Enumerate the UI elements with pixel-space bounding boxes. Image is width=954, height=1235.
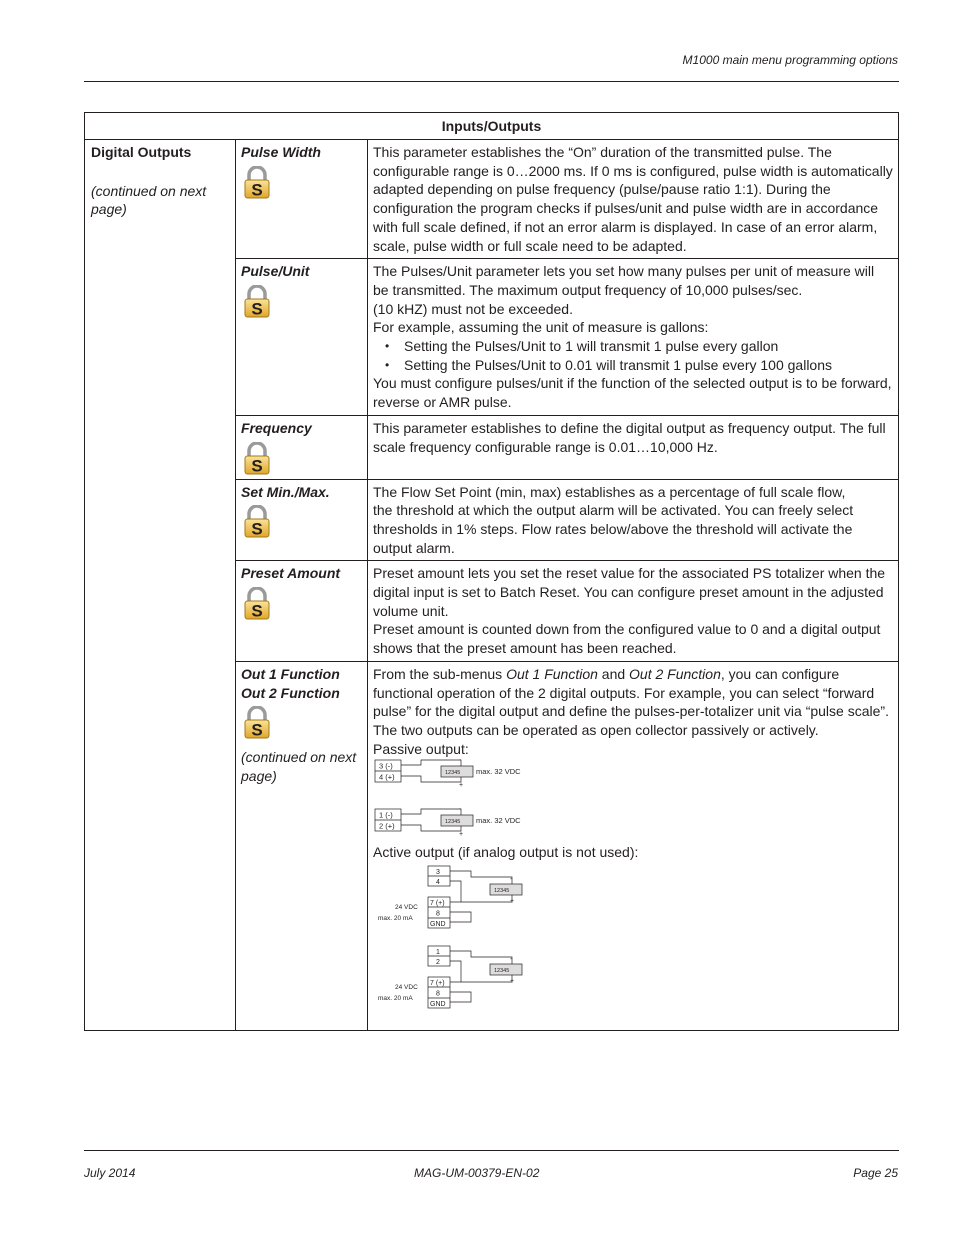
current-label: max. 20 mA [378, 915, 413, 923]
plus-sign: + [459, 782, 464, 790]
header-rule [84, 81, 899, 82]
lock-letter: S [251, 456, 263, 475]
minus-sign: - [459, 758, 462, 765]
terminal-label: 1 (-) [379, 810, 393, 820]
desc-preset-amount [368, 561, 899, 662]
minus-sign: - [510, 956, 513, 964]
desc-pulse-unit [368, 259, 899, 416]
minus-sign: - [459, 806, 462, 814]
lock-letter: S [251, 601, 263, 621]
desc-out-function [368, 661, 899, 1030]
terminal-label: 8 [436, 910, 440, 918]
param-out2-function: Out 2 Function [241, 684, 340, 701]
param-out1-function: Out 1 Function [241, 665, 340, 682]
desc-paragraph: For example, assuming the unit of measure is gallons: [373, 319, 709, 336]
terminal-label: 3 [436, 869, 440, 877]
param-cell [236, 561, 368, 662]
terminal-label: 7 (+) [430, 900, 445, 908]
footer-date: July 2014 [84, 1166, 136, 1180]
security-lock-icon [244, 442, 270, 475]
bullet-list [373, 337, 893, 374]
param-cell [236, 140, 368, 259]
desc-paragraph: From the sub-menus Out 1 Function and Out 2 Function, you can configure functional operation of the 2 digital outputs. For example, you can select “forward pulse” for the digital output and define the pulses-per-totalizer unit via “pulse scale”. [373, 665, 889, 720]
param-cell [236, 661, 368, 1030]
terminal-label: 8 [436, 990, 440, 998]
group-continued-note: (continued on next page) [91, 182, 207, 218]
security-lock-icon [244, 285, 270, 318]
terminal-label: 7 (+) [430, 980, 445, 988]
inputs-outputs-table [84, 112, 899, 1031]
param-continued-note: (continued on next page) [241, 749, 357, 784]
terminal-label: 3 (-) [379, 761, 393, 771]
passive-output-diagram [373, 758, 573, 843]
group-cell [85, 140, 236, 1031]
counter-display: 12345 [494, 888, 510, 895]
voltage-label: max. 32 VDC [476, 816, 521, 826]
param-pulse-width: Pulse Width [241, 144, 321, 160]
terminal-label: 4 (+) [379, 772, 395, 782]
passive-output-label: Passive output: [373, 740, 469, 757]
footer-doc-number: MAG-UM-00379-EN-02 [414, 1166, 540, 1180]
current-label: max. 20 mA [378, 995, 413, 1003]
security-lock-icon [244, 166, 270, 199]
terminal-label: 4 [436, 879, 440, 887]
list-item: • Setting the Pulses/Unit to 0.01 will transmit 1 pulse every 100 gallons [404, 356, 893, 375]
param-frequency: Frequency [241, 419, 312, 436]
counter-display: 12345 [494, 968, 510, 975]
active-output-label: Active output (if analog output is not used): [373, 844, 639, 861]
desc-paragraph: You must configure pulses/unit if the function of the selected output is to be forward, reverse or AMR pulse. [373, 375, 892, 411]
desc-paragraph: The Flow Set Point (min, max) establishes as a percentage of full scale flow, [373, 483, 846, 500]
group-label: Digital Outputs [91, 144, 192, 160]
desc-paragraph: the threshold at which the output alarm will be activated. You can freely select thresholds in 1% steps. Flow rates below/above the threshold will activate the output alarm. [373, 502, 854, 556]
voltage-label: 24 VDC [395, 904, 418, 912]
list-item: • Setting the Pulses/Unit to 1 will transmit 1 pulse every gallon [404, 337, 893, 356]
footer-page-number: Page 25 [853, 1166, 898, 1180]
running-header: M1000 main menu programming options [682, 53, 898, 67]
minus-sign: - [510, 876, 513, 884]
active-output-diagram [373, 862, 573, 1012]
param-pulse-unit: Pulse/Unit [241, 263, 310, 280]
desc-paragraph: Preset amount lets you set the reset value for the associated PS totalizer when the digital input is set to Batch Reset. You can configure preset amount in the adjusted volume unit. [373, 565, 886, 619]
counter-display: 12345 [445, 819, 461, 826]
param-cell [236, 415, 368, 479]
desc-paragraph: The two outputs can be operated as open collector passively or actively. [373, 721, 819, 738]
param-preset-amount: Preset Amount [241, 565, 341, 582]
lock-letter: S [251, 299, 263, 318]
table-title: Inputs/Outputs [85, 113, 899, 140]
plus-sign: + [510, 898, 515, 906]
terminal-label: GND [430, 1001, 446, 1009]
security-lock-icon [244, 505, 270, 538]
desc-paragraph: Preset amount is counted down from the configured value to 0 and a digital output shows that the preset amount has been reached. [373, 621, 881, 657]
security-lock-icon [244, 706, 270, 739]
desc-frequency: This parameter establishes to define the digital output as frequency output. The full scale frequency configurable range is 0.01…10,000 Hz. [368, 415, 899, 479]
param-set-min-max: Set Min./Max. [241, 483, 330, 500]
param-cell [236, 479, 368, 561]
voltage-label: max. 32 VDC [476, 767, 521, 777]
lock-letter: S [251, 720, 263, 740]
counter-display: 12345 [445, 770, 461, 777]
desc-pulse-width: This parameter establishes the “On” duration of the transmitted pulse. The configurable range is 0…2000 ms. If 0 ms is configured, pulse width is automatically adapted depending on pulse frequency (pulse/pause ratio 1:1). During the configuration the program checks if pulses/unit and pulse width are in accordance with full scale defined, if not an error alarm is displayed. In case of an error alarm, scale, pulse width or full scale need to be adapted. [368, 140, 899, 259]
terminal-label: GND [430, 921, 446, 929]
plus-sign: + [459, 831, 464, 839]
table-row [85, 140, 899, 259]
footer-rule [84, 1150, 899, 1151]
desc-paragraph: (10 kHZ) must not be exceeded. [373, 300, 573, 317]
desc-paragraph: The Pulses/Unit parameter lets you set how many pulses per unit of measure will be transmitted. The maximum output frequency of 10,000 pulses/sec. [373, 263, 875, 298]
terminal-label: 2 (+) [379, 821, 395, 831]
voltage-label: 24 VDC [395, 984, 418, 992]
security-lock-icon [244, 587, 270, 620]
desc-set-min-max [368, 479, 899, 561]
lock-letter: S [251, 519, 263, 539]
terminal-label: 1 [436, 949, 440, 957]
param-cell [236, 259, 368, 416]
lock-letter: S [251, 180, 263, 199]
plus-sign: + [510, 978, 515, 986]
terminal-label: 2 [436, 959, 440, 967]
table-header-row [85, 113, 899, 140]
